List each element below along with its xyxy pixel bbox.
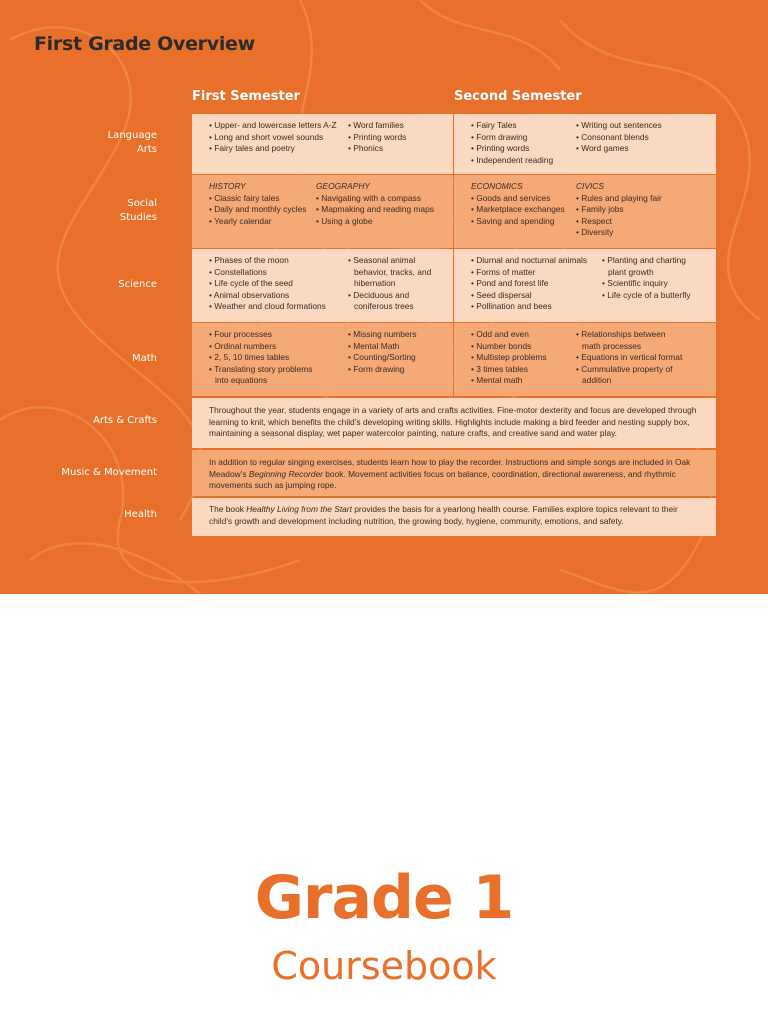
list-item: • Pollination and bees [471, 301, 552, 311]
list-item: coniferous trees [354, 301, 414, 311]
list-item: • Planting and charting [602, 255, 686, 265]
row-label-social-studies [47, 197, 157, 225]
cell-health [192, 498, 716, 536]
list-item: • Forms of matter [471, 266, 536, 277]
list-item: • Mapmaking and reading maps [316, 204, 434, 214]
list-item: • Pond and forest life [471, 278, 549, 288]
paragraph-text: provides the basis for a yearlong health course. Families explore topics relevant to their child’s growth and development including nutrition, the growing body, hygiene, community, emotions, and safety. [209, 504, 678, 526]
list-item: • Family jobs [576, 204, 624, 214]
cell-math-semester-1 [192, 323, 453, 396]
list-item: • Equations in vertical format [576, 352, 683, 362]
cell-column [471, 255, 587, 313]
list-item: • Relationships between [576, 329, 666, 339]
list-item: behavior, tracks, and [354, 266, 432, 277]
list-item: • Counting/Sorting [348, 352, 416, 362]
list-item: • Translating story problems [209, 363, 313, 374]
book-title: Beginning Recorder [248, 468, 323, 479]
first-semester-heading: First Semester [192, 89, 300, 104]
row-label-line: Studies [119, 212, 157, 223]
cell-column [602, 255, 691, 301]
list-item: • Number bonds [471, 340, 532, 351]
cell-column [576, 120, 662, 155]
list-item: • Form drawing [348, 363, 405, 374]
cell-column [576, 329, 682, 387]
list-item: • Consonant blends [576, 131, 649, 142]
list-item: • Goods and services [471, 192, 551, 203]
list-item: • Ordinal numbers [209, 340, 277, 351]
list-item: • Constellations [209, 266, 267, 277]
cell-language-arts-semester-1 [192, 114, 453, 174]
row-label-line: Social [127, 198, 157, 209]
list-item: • Classic fairy tales [209, 192, 280, 203]
cell-arts-crafts [192, 398, 716, 448]
list-item: • Mental Math [348, 340, 400, 351]
cell-column [348, 329, 417, 375]
list-item: • Fairy tales and poetry [209, 143, 295, 153]
list-item: • Missing numbers [348, 329, 417, 339]
page-title: First Grade Overview [34, 33, 255, 55]
paragraph-text: book. Movement activities focus on balance, coordination, directional awareness, and rhythmic movements such as jumping rope. [209, 468, 676, 490]
list-item: • Word families [348, 120, 404, 130]
cell-column [576, 181, 662, 239]
row-label-line: Arts [136, 144, 157, 155]
list-item: math processes [582, 340, 642, 351]
book-title: Healthy Living from the Start [246, 504, 352, 514]
paragraph-text: Throughout the year, students engage in a variety of arts and crafts activities. Fine-motor dexterity and focus are developed through learning to knit, which benefits the child’s developing writing skills. Highlights include making a bird feeder and nesting supply box, maintaining a seasonal display, wet paper watercolor painting, nature crafts, and creative sand and water play. [209, 405, 697, 438]
cell-column [471, 120, 553, 166]
list-item: • Four processes [209, 329, 272, 339]
paragraph-text: In addition to regular singing exercises, students learn how to play the recorder. Instructions and simple songs are included in Oak Meadow’s [209, 457, 691, 479]
list-item: • Seasonal animal [348, 255, 416, 265]
cell-column [348, 120, 406, 155]
cell-column [316, 181, 434, 227]
row-label-arts-crafts: Arts & Crafts [93, 415, 157, 426]
list-item: • Scientific inquiry [602, 278, 668, 288]
list-item: • Upper- and lowercase letters A-Z [209, 120, 337, 130]
column-heading: HISTORY [209, 181, 246, 191]
list-item: • Writing out sentences [576, 120, 662, 130]
cell-column [471, 181, 565, 227]
cell-column [209, 329, 312, 387]
list-item: • Long and short vowel sounds [209, 131, 324, 142]
list-item: • Life cycle of a butterfly [602, 289, 691, 300]
column-heading: CIVICS [576, 181, 604, 191]
list-item: • Animal observations [209, 289, 290, 300]
list-item: addition [582, 375, 612, 385]
list-item: • Deciduous and [348, 289, 410, 300]
list-item: • 3 times tables [471, 363, 528, 374]
row-label-health: Health [124, 509, 157, 520]
column-heading: ECONOMICS [471, 181, 523, 191]
row-label-math: Math [131, 353, 157, 364]
cell-social-studies-semester-1 [192, 175, 453, 248]
paragraph-text: The book [209, 504, 247, 514]
list-item: • Weather and cloud formations [209, 301, 326, 311]
list-item: • Daily and monthly cycles [209, 204, 307, 214]
list-item: • Seed dispersal [471, 289, 532, 300]
list-item: • Marketplace exchanges [471, 204, 565, 214]
list-item: • Diversity [576, 227, 614, 237]
list-item: plant growth [608, 266, 654, 277]
row-label-language-arts [47, 129, 157, 157]
list-item: • Printing words [348, 131, 407, 142]
list-item: • Navigating with a compass [316, 192, 421, 203]
cell-language-arts-semester-2 [454, 114, 716, 174]
second-semester-heading: Second Semester [454, 89, 582, 104]
row-label-line: Language [107, 130, 157, 141]
list-item: • Multistep problems [471, 352, 547, 362]
list-item: • Cummulative property of [576, 363, 673, 374]
cell-column [209, 181, 306, 227]
list-item: • Word games [576, 143, 629, 153]
cell-social-studies-semester-2 [454, 175, 716, 248]
row-label-science: Science [118, 279, 157, 290]
list-item: • Yearly calendar [209, 215, 272, 226]
list-item: • Fairy Tales [471, 120, 517, 130]
cell-column [209, 255, 326, 313]
list-item: • Phonics [348, 143, 384, 153]
row-label-music-movement: Music & Movement [61, 467, 157, 478]
list-item: • Odd and even [471, 329, 529, 339]
list-item: • Life cycle of the seed [209, 278, 293, 288]
list-item: • Printing words [471, 143, 530, 153]
cell-column [471, 329, 547, 387]
list-item: • Phases of the moon [209, 255, 289, 265]
list-item: • Rules and playing fair [576, 192, 662, 203]
cell-column [348, 255, 431, 313]
list-item: • Independent reading [471, 154, 554, 165]
list-item: • Using a globe [316, 215, 373, 226]
cell-science-semester-1 [192, 249, 453, 322]
cell-column [209, 120, 337, 155]
list-item: into equations [215, 375, 268, 385]
grade-title: Grade 1 [254, 863, 514, 933]
list-item: • Respect [576, 215, 612, 226]
list-item: • 2, 5, 10 times tables [209, 352, 290, 362]
cell-math-semester-2 [454, 323, 716, 396]
list-item: • Form drawing [471, 131, 528, 142]
list-item: • Saving and spending [471, 215, 555, 226]
column-heading: GEOGRAPHY [316, 181, 370, 191]
coursebook-subtitle: Coursebook [271, 944, 497, 988]
list-item: • Mental math [471, 375, 523, 385]
list-item: hibernation [354, 278, 396, 288]
cell-science-semester-2 [454, 249, 716, 322]
cell-music-movement [192, 450, 716, 496]
list-item: • Diurnal and nocturnal animals [471, 255, 588, 265]
